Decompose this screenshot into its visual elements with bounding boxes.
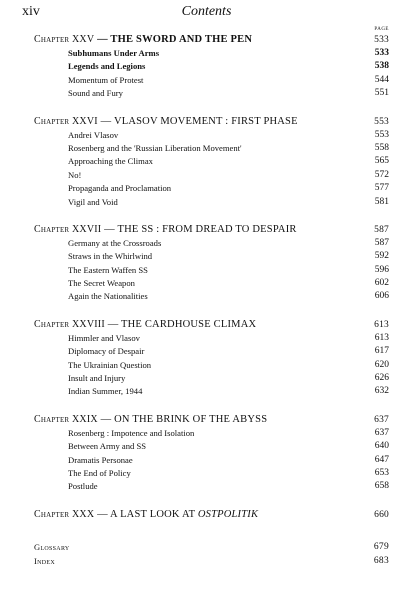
entry-page: 587 <box>374 237 389 248</box>
chapter-label: Chapter XXV <box>34 34 95 45</box>
glossary-entry <box>34 540 389 554</box>
entry-text: Straws in the Whirlwind <box>68 251 153 262</box>
entry-text: Sound and Fury <box>68 88 123 99</box>
chapter-label: Chapter XXVII <box>34 223 102 235</box>
entry-text: Momentum of Protest <box>68 74 144 85</box>
chapter-title: — VLASOV MOVEMENT : FIRST PHASE <box>100 115 298 127</box>
entry-page: 637 <box>374 427 389 438</box>
back-matter-page: 683 <box>373 555 389 566</box>
chapter-title-italic: OSTPOLITIK <box>197 508 259 520</box>
toc-entry <box>34 74 389 87</box>
entry-text: Subhumans Under Arms <box>68 48 160 58</box>
toc-entry <box>34 87 389 100</box>
toc-entry <box>34 372 389 385</box>
entry-text: Legends and Legions <box>68 61 146 72</box>
chapter-xxix <box>34 413 389 494</box>
entry-page: 658 <box>374 481 389 492</box>
chapter-xxv <box>34 33 389 101</box>
chapter-heading <box>34 115 389 129</box>
entry-text: The Ukrainian Question <box>68 359 152 370</box>
page-column-label: PAGE <box>374 27 389 32</box>
toc-entry <box>34 454 389 467</box>
entry-page: 553 <box>374 129 389 140</box>
entry-text: Between Army and SS <box>68 441 147 452</box>
entry-page: 653 <box>374 467 389 478</box>
entry-text: Propaganda and Proclamation <box>68 183 172 194</box>
chapter-page: 613 <box>374 319 389 330</box>
chapter-heading <box>34 223 389 237</box>
toc-entry <box>34 250 389 263</box>
entry-page: 606 <box>374 291 389 302</box>
entry-page: 632 <box>374 386 389 397</box>
chapter-page: 660 <box>374 509 389 520</box>
entry-text: Germany at the Crossroads <box>68 237 162 248</box>
entry-text: The End of Policy <box>68 467 131 478</box>
entry-page: 577 <box>374 183 389 194</box>
entry-page: 617 <box>374 346 389 357</box>
entry-page: 544 <box>374 74 389 85</box>
page-folio: xiv <box>22 4 40 19</box>
chapter-xxvi <box>34 115 389 209</box>
entry-page: 538 <box>374 61 389 72</box>
chapter-xxvii <box>34 223 389 304</box>
toc-entry <box>34 480 389 493</box>
entry-text: Andrei Vlasov <box>68 129 119 140</box>
back-matter-label: Glossary <box>34 541 70 552</box>
toc-entry <box>34 359 389 372</box>
chapter-heading <box>34 508 389 522</box>
entry-page: 565 <box>374 156 389 167</box>
entry-text: Rosenberg : Impotence and Isolation <box>68 427 195 438</box>
entry-text: Himmler and Vlasov <box>68 332 140 343</box>
toc-entry <box>34 332 389 345</box>
entry-text: The Secret Weapon <box>68 278 135 289</box>
entry-page: 581 <box>374 196 389 207</box>
entry-text: Approaching the Climax <box>68 156 153 167</box>
entry-page: 647 <box>374 454 389 465</box>
back-matter-page: 679 <box>373 541 389 552</box>
toc-entry <box>34 169 389 182</box>
entry-page: 551 <box>374 88 389 99</box>
chapter-label: Chapter XXVIII <box>34 318 105 330</box>
toc-entry <box>34 182 389 195</box>
chapter-label: Chapter XXIX <box>34 413 98 425</box>
chapter-title: — THE SS : FROM DREAD TO DESPAIR <box>104 223 297 235</box>
chapter-page: 637 <box>374 414 389 425</box>
toc-entry <box>34 196 389 209</box>
chapter-label: Chapter XXX <box>34 508 95 520</box>
back-matter-label: Index <box>34 555 55 566</box>
entry-page: 602 <box>374 278 389 289</box>
entry-text: Postlude <box>68 481 98 492</box>
entry-text: No! <box>68 169 82 180</box>
chapter-page: 553 <box>374 116 389 127</box>
entry-page: 533 <box>374 48 389 58</box>
chapter-title: — THE CARDHOUSE CLIMAX <box>107 318 257 330</box>
toc-entry <box>34 385 389 398</box>
entry-text: Dramatis Personae <box>68 454 133 465</box>
entry-page: 626 <box>374 373 389 384</box>
entry-page: 640 <box>374 441 389 452</box>
toc-entry <box>34 129 389 142</box>
chapter-page: 533 <box>374 35 389 45</box>
entry-text: Insult and Injury <box>68 373 126 384</box>
chapter-xxviii <box>34 318 389 399</box>
entry-page: 620 <box>374 359 389 370</box>
entry-page: 558 <box>374 142 389 153</box>
entry-text: Indian Summer, 1944 <box>68 386 143 397</box>
toc-entry <box>34 440 389 453</box>
entry-text: The Eastern Waffen SS <box>68 264 148 275</box>
entry-text: Again the Nationalities <box>68 291 148 302</box>
toc-entry <box>34 277 389 290</box>
entry-text: Vigil and Void <box>68 196 118 207</box>
entry-page: 613 <box>374 332 389 343</box>
toc-entry <box>34 47 389 60</box>
entry-text: Rosenberg and the 'Russian Liberation Movement' <box>68 142 242 153</box>
running-head: Contents <box>181 4 232 19</box>
chapter-title: — ON THE BRINK OF THE ABYSS <box>100 413 268 425</box>
entry-text: Diplomacy of Despair <box>68 346 145 357</box>
toc-entry <box>34 142 389 155</box>
toc-entry <box>34 264 389 277</box>
entry-page: 596 <box>374 264 389 275</box>
table-of-contents <box>34 33 389 568</box>
toc-entry <box>34 467 389 480</box>
chapter-heading <box>34 413 389 427</box>
toc-entry <box>34 290 389 303</box>
chapter-label: Chapter XXVI <box>34 115 98 127</box>
chapter-page: 587 <box>374 224 389 235</box>
toc-entry <box>34 60 389 73</box>
toc-entry <box>34 237 389 250</box>
chapter-heading <box>34 318 389 332</box>
toc-entry <box>34 427 389 440</box>
chapter-title: — A LAST LOOK AT <box>97 508 196 520</box>
chapter-heading <box>34 33 389 47</box>
index-entry <box>34 554 389 568</box>
toc-entry <box>34 345 389 358</box>
chapter-title: — THE SWORD AND THE PEN <box>97 34 253 45</box>
entry-page: 592 <box>374 251 389 262</box>
entry-page: 572 <box>374 169 389 180</box>
chapter-xxx <box>34 508 389 522</box>
toc-entry <box>34 155 389 168</box>
